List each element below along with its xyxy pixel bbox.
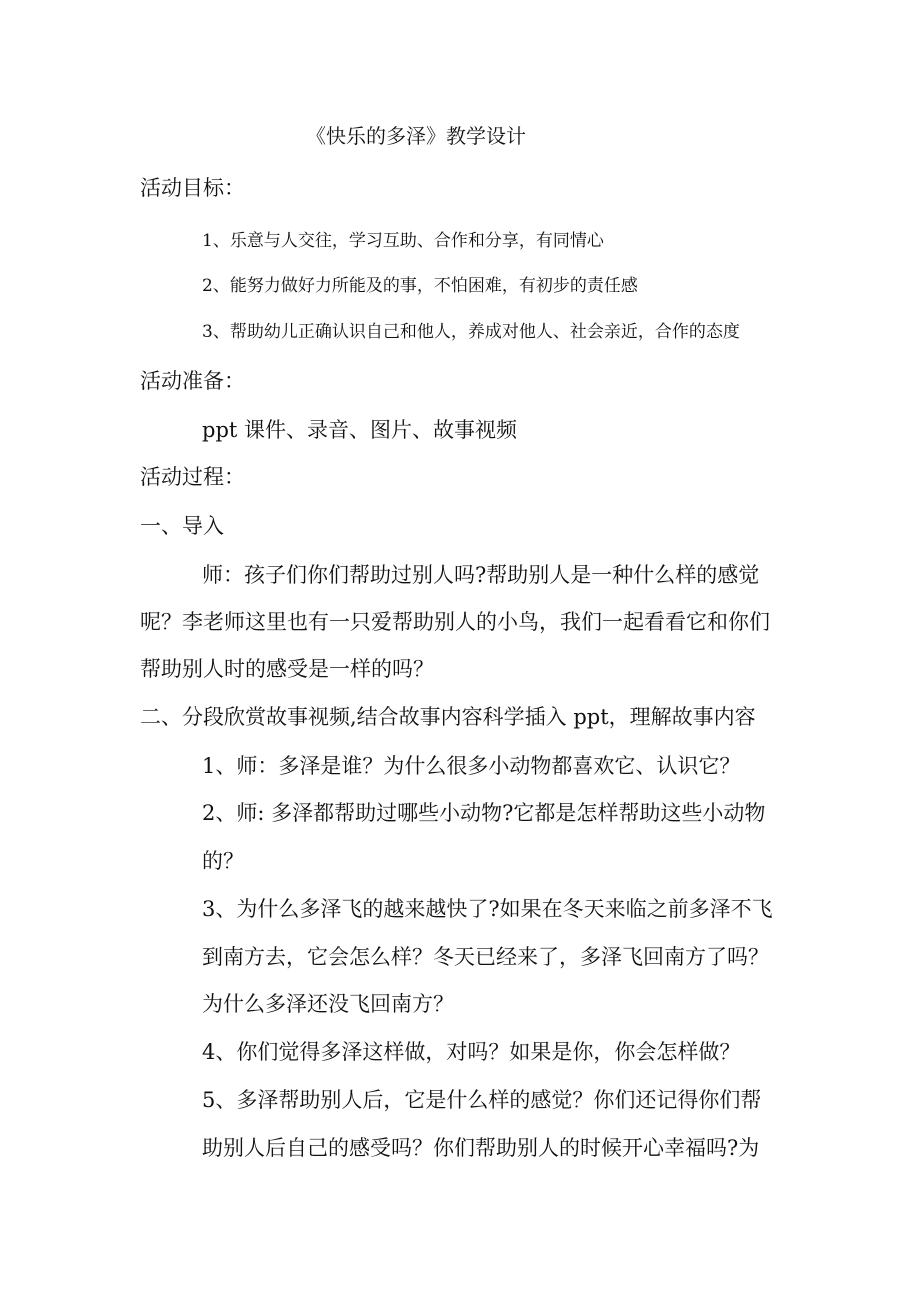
goal-item-3: 3、帮助幼儿正确认识自己和他人，养成对他人、社会亲近，合作的态度	[202, 322, 740, 342]
section-2-line-1: 1、师：多泽是谁？为什么很多小动物都喜欢它、认识它？	[202, 754, 741, 778]
section-1-heading: 一、导入	[140, 514, 224, 538]
document-title: 《快乐的多泽》教学设计	[306, 124, 526, 148]
goal-item-1: 1、乐意与人交往，学习互助、合作和分享，有同情心	[202, 231, 604, 251]
section-2-line-2: 2、师: 多泽都帮助过哪些小动物?它都是怎样帮助这些小动物	[202, 801, 766, 825]
process-heading: 活动过程：	[140, 465, 245, 489]
section-1-line-1: 师：孩子们你们帮助过别人吗?帮助别人是一种什么样的感觉	[202, 563, 760, 587]
prep-heading: 活动准备：	[140, 369, 245, 393]
section-1-line-2: 呢？李老师这里也有一只爱帮助别人的小鸟，我们一起看看它和你们	[140, 610, 770, 634]
section-2-line-5: 到南方去，它会怎么样？冬天已经来了，多泽飞回南方了吗？	[202, 945, 769, 969]
section-2-line-7: 4、你们觉得多泽这样做，对吗？如果是你，你会怎样做？	[202, 1040, 741, 1064]
goals-heading: 活动目标：	[140, 176, 245, 200]
section-2-line-3: 的？	[202, 849, 244, 873]
prep-text: ppt 课件、录音、图片、故事视频	[202, 418, 517, 442]
section-2-line-8: 5、多泽帮助别人后，它是什么样的感觉？你们还记得你们帮	[202, 1088, 762, 1112]
section-1-line-3: 帮助别人时的感受是一样的吗？	[140, 657, 434, 681]
goal-item-2: 2、能努力做好力所能及的事，不怕困难，有初步的责任感	[202, 276, 638, 296]
section-2-heading: 二、分段欣赏故事视频,结合故事内容科学插入 ppt，理解故事内容	[140, 705, 756, 729]
section-2-line-9: 助别人后自己的感受吗？你们帮助别人的时候开心幸福吗?为	[202, 1136, 760, 1160]
section-2-line-6: 为什么多泽还没飞回南方？	[202, 992, 454, 1016]
section-2-line-4: 3、为什么多泽飞的越来越快了?如果在冬天来临之前多泽不飞	[202, 897, 773, 921]
